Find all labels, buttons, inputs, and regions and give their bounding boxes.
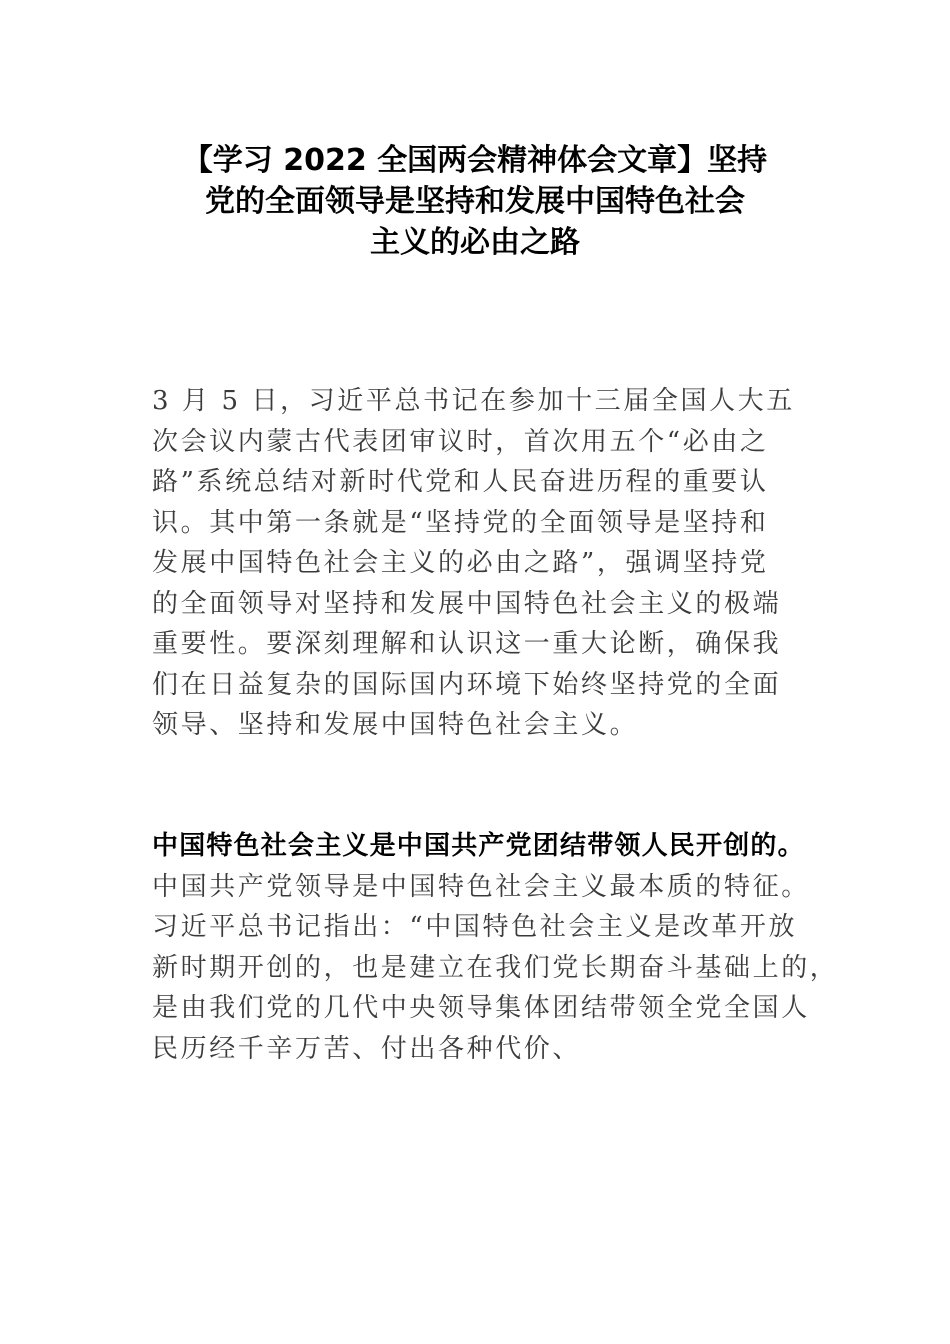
title-line-3: 主义的必由之路 [370, 225, 580, 260]
text-line: 路”系统总结对新时代党和人民奋进历程的重要认 [152, 467, 769, 497]
text-line: 新时期开创的，也是建立在我们党长期奋斗基础上的， [152, 952, 839, 983]
title-line-2: 党的全面领导是坚持和发展中国特色社会 [205, 184, 745, 219]
text-line: 民历经千辛万苦、付出各种代价、 [152, 1033, 582, 1064]
text-line: 识。其中第一条就是“坚持党的全面领导是坚持和 [152, 507, 769, 538]
text-line: 领导、坚持和发展中国特色社会主义。 [152, 710, 639, 740]
document-title [150, 140, 800, 263]
paragraph-1 [152, 381, 842, 746]
text-line: 3 月 5 日，习近平总书记在参加十三届全国人大五 [152, 386, 795, 416]
text-line: 重要性。要深刻理解和认识这一重大论断，确保我 [152, 629, 782, 659]
text-line: 是由我们党的几代中央领导集体团结带领全党全国人 [152, 993, 810, 1023]
paragraph-2 [152, 826, 842, 1069]
text-line: 次会议内蒙古代表团审议时，首次用五个“必由之 [152, 426, 769, 457]
paragraph-2-heading: 中国特色社会主义是中国共产党团结带领人民开创的。 [152, 831, 805, 861]
text-line: 发展中国特色社会主义的必由之路”，强调坚持党 [152, 548, 769, 578]
text-line: 中国共产党领导是中国特色社会主义最本质的特征。 [152, 871, 810, 902]
text-line: 的全面领导对坚持和发展中国特色社会主义的极端 [152, 588, 782, 619]
title-line-1: 【学习 2022 全国两会精神体会文章】坚持 [182, 143, 768, 178]
text-line: 习近平总书记指出：“中国特色社会主义是改革开放 [152, 912, 798, 942]
text-line: 们在日益复杂的国际国内环境下始终坚持党的全面 [152, 669, 782, 700]
